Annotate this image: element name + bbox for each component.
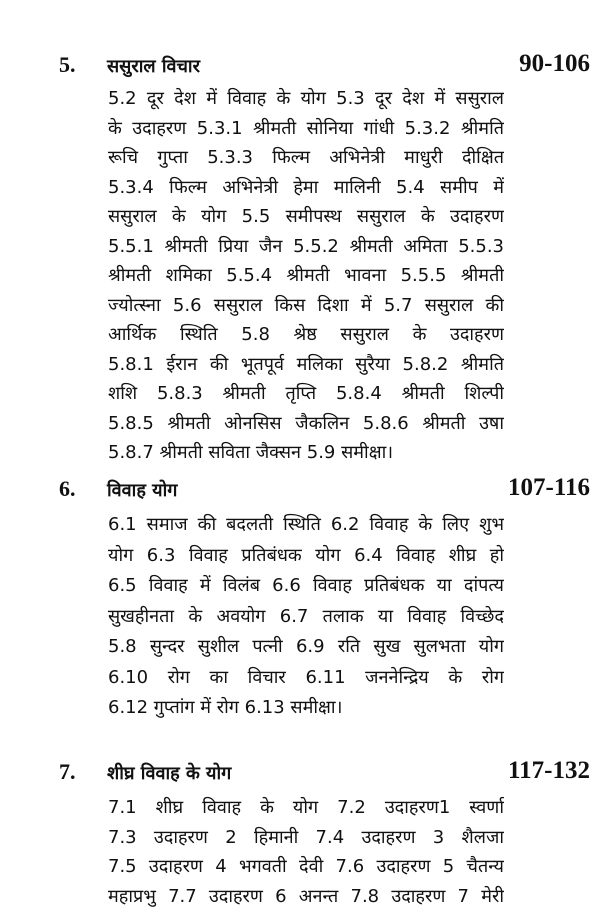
contents-line: 5.3.4 फिल्म अभिनेत्री हेमा मालिनी 5.4 समीप में <box>108 173 504 203</box>
contents-line: 6.1 समाज की बदलती स्थिति 6.2 विवाह के लिए शुभ <box>108 510 504 541</box>
contents-line: महाप्रभु 7.7 उदाहरण 6 अनन्त 7.8 उदाहरण 7 मेरी <box>108 882 504 911</box>
contents-line: 5.8 सुन्दर सुशील पत्नी 6.9 रति सुख सुलभता योग <box>108 632 504 663</box>
contents-line: रूचि गुप्ता 5.3.3 फिल्म अभिनेत्री माधुरी दीक्षित <box>108 143 504 173</box>
contents-line: ससुराल के योग 5.5 समीपस्थ ससुराल के उदाहरण <box>108 202 504 232</box>
contents-line: के उदाहरण 5.3.1 श्रीमती सोनिया गांधी 5.3.2 श्रीमति <box>108 114 504 144</box>
contents-line: 6.5 विवाह में विलंब 6.6 विवाह प्रतिबंधक या दांपत्य <box>108 571 504 602</box>
page-range: 117-132 <box>508 757 590 785</box>
contents-line: ज्योत्स्ना 5.6 ससुराल किस दिशा में 5.7 ससुराल की <box>108 291 504 321</box>
section-heading <box>0 50 600 82</box>
contents-line: 6.10 रोग का विचार 6.11 जननेन्द्रिय के रोग <box>108 663 504 694</box>
contents-line: 7.5 उदाहरण 4 भगवती देवी 7.6 उदाहरण 5 चैतन्य <box>108 852 504 882</box>
section-heading <box>0 757 600 789</box>
contents-line: योग 6.3 विवाह प्रतिबंधक योग 6.4 विवाह शीघ्र हो <box>108 541 504 572</box>
section-number: 5. <box>59 52 76 78</box>
section-contents <box>108 793 504 911</box>
contents-line: सुखहीनता के अवयोग 6.7 तलाक या विवाह विच्छेद <box>108 602 504 633</box>
contents-line: 5.8.1 ईरान की भूतपूर्व मलिका सुरैया 5.8.2 श्रीमति <box>108 350 504 380</box>
page-range: 107-116 <box>508 474 590 502</box>
page-range: 90-106 <box>519 50 590 78</box>
contents-line: श्रीमती शमिका 5.5.4 श्रीमती भावना 5.5.5 श्रीमती <box>108 261 504 291</box>
section-title: विवाह योग <box>107 478 177 502</box>
contents-line: 6.12 गुप्तांग में रोग 6.13 समीक्षा। <box>108 693 504 724</box>
contents-line: 5.8.5 श्रीमती ओनसिस जैकलिन 5.8.6 श्रीमती उषा <box>108 409 504 439</box>
contents-line: 7.3 उदाहरण 2 हिमानी 7.4 उदाहरण 3 शैलजा <box>108 823 504 853</box>
section-title: शीघ्र विवाह के योग <box>107 761 231 785</box>
contents-line: शशि 5.8.3 श्रीमती तृप्ति 5.8.4 श्रीमती शिल्पी <box>108 379 504 409</box>
section-heading <box>0 474 600 506</box>
contents-line: 5.5.1 श्रीमती प्रिया जैन 5.5.2 श्रीमती अमिता 5.5.3 <box>108 232 504 262</box>
section-number: 7. <box>59 759 76 785</box>
section-title: ससुराल विचार <box>107 54 200 78</box>
section-contents <box>108 510 504 724</box>
contents-line: 5.2 दूर देश में विवाह के योग 5.3 दूर देश में ससुराल <box>108 84 504 114</box>
section-number: 6. <box>59 476 76 502</box>
contents-line: 5.8.7 श्रीमती सविता जैक्सन 5.9 समीक्षा। <box>108 438 504 468</box>
section-contents <box>108 84 504 468</box>
contents-line: आर्थिक स्थिति 5.8 श्रेष्ठ ससुराल के उदाहरण <box>108 320 504 350</box>
contents-line: 7.1 शीघ्र विवाह के योग 7.2 उदाहरण1 स्वर्णा <box>108 793 504 823</box>
